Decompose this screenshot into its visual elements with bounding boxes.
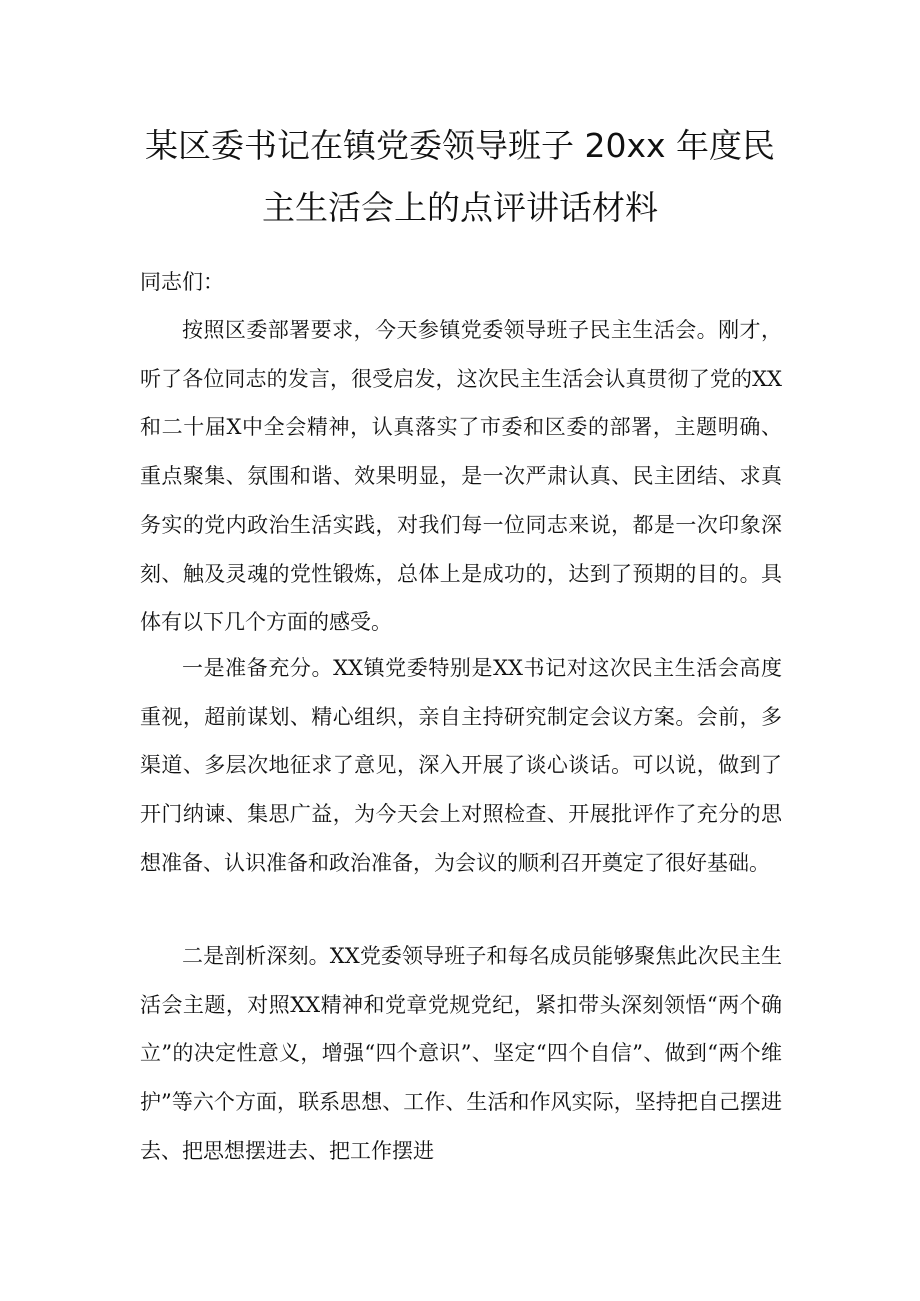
document-title-line-2: 主生活会上的点评讲话材料 — [262, 188, 658, 227]
paragraph-2 — [140, 644, 782, 888]
paragraph-3 — [140, 932, 782, 1176]
paragraph-text: 二是剖析深刻。XX党委领导班子和每名成员能够聚焦此次民主生活会主题，对照XX精神和党章党规党纪，紧扣带头深刻领悟“两个确立”的决定性意义，增强“四个意识”、坚定“四个自信”、做到“两个维护”等六个方面，联系思想、工作、生活和作风实际，坚持把自己摆进去、把思想摆进去、把工作摆进 — [140, 944, 782, 1163]
paragraph-1 — [140, 306, 782, 647]
document-title-line-1: 某区委书记在镇党委领导班子 20xx 年度民 — [144, 126, 776, 165]
paragraph-text: 按照区委部署要求，今天参镇党委领导班子民主生活会。刚才，听了各位同志的发言，很受启发，这次民主生活会认真贯彻了党的XX和二十届X中全会精神，认真落实了市委和区委的部署，主题明确、重点聚集、氛围和谐、效果明显，是一次严肃认真、民主团结、求真务实的党内政治生活实践，对我们每一位同志来说，都是一次印象深刻、触及灵魂的党性锻炼，总体上是成功的，达到了预期的目的。具体有以下几个方面的感受。 — [140, 318, 782, 635]
salutation: 同志们： — [140, 270, 224, 294]
paragraph-text: 一是准备充分。XX镇党委特别是XX书记对这次民主生活会高度重视，超前谋划、精心组织，亲自主持研究制定会议方案。会前，多渠道、多层次地征求了意见，深入开展了谈心谈话。可以说，做到了开门纳谏、集思广益，为今天会上对照检查、开展批评作了充分的思想准备、认识准备和政治准备，为会议的顺利召开奠定了很好基础。 — [140, 656, 782, 875]
